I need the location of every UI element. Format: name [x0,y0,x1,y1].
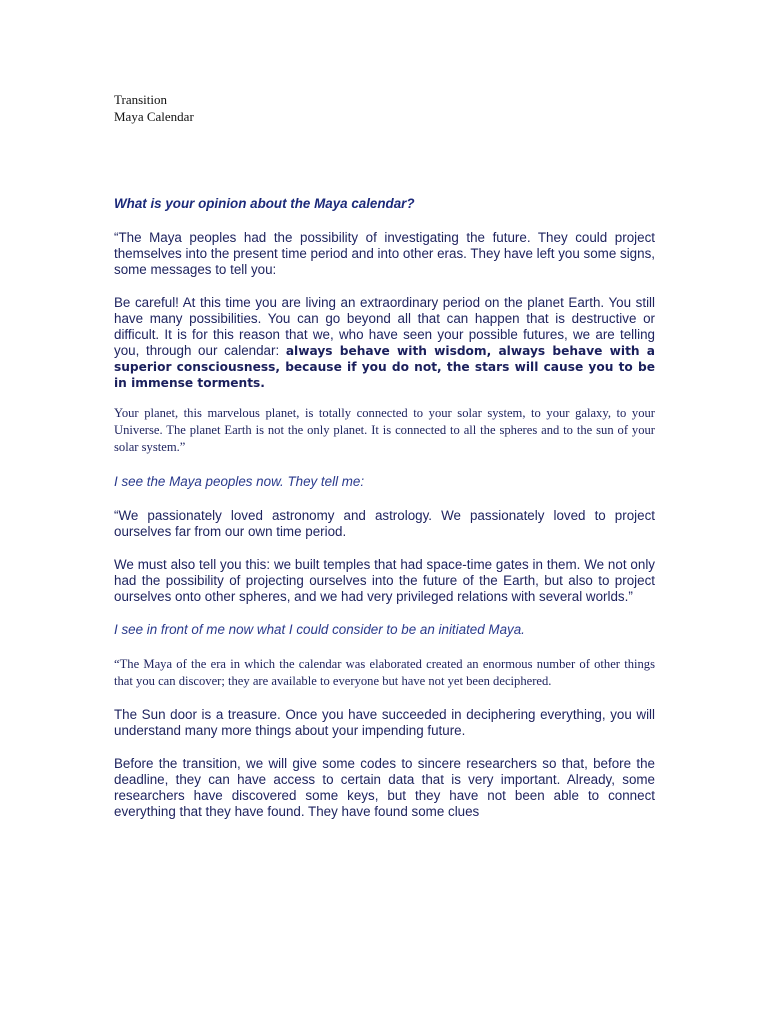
paragraph-2-text: Be careful! At this time you are living an extraordinary period on the planet Earth. You still have many possibilities. You can go beyond all that can happen that is destructive or difficult. It is for this reason that we, who have seen your possible futures, we are telling you, through our calendar: [114,295,655,358]
paragraph-6: We must also tell you this: we built temples that had space-time gates in them. We not only had the possibility of projecting ourselves into the future of the Earth, but also to project ourselves onto other spheres, and we had very privileged relations with several worlds.” [114,557,655,604]
paragraph-7-italic: I see in front of me now what I could consider to be an initiated Maya. [114,622,525,637]
header-title: Transition [114,92,167,107]
paragraph-9: The Sun door is a treasure. Once you have succeeded in deciphering everything, you will understand many more things about your impending future. [114,707,655,738]
paragraph-5: “We passionately loved astronomy and astrology. We passionately loved to project ourselves far from our own time period. [114,508,655,539]
paragraph-2 [114,295,655,391]
document-header [114,91,655,125]
header-subtitle: Maya Calendar [114,109,194,124]
paragraph-3: Your planet, this marvelous planet, is totally connected to your solar system, to your galaxy, to your Universe. The planet Earth is not the only planet. It is connected to all the spheres and to the sun of your solar system.” [114,406,655,454]
question-heading: What is your opinion about the Maya calendar? [114,196,415,211]
paragraph-4-italic: I see the Maya peoples now. They tell me: [114,474,365,489]
paragraph-1: “The Maya peoples had the possibility of investigating the future. They could project themselves into the present time period and into other eras. They have left you some signs, some messages to tell you: [114,230,655,277]
paragraph-10: Before the transition, we will give some codes to sincere researchers so that, before the deadline, they can have access to certain data that is very important. Already, some researchers have discovered some keys, but they have not been able to connect everything that they have found. They have found some clues [114,756,655,819]
paragraph-2-bold: always behave with wisdom, always behave with a superior consciousness, because if you do not, the stars will cause you to be in immense torments. [114,344,655,390]
document-body [114,91,655,836]
paragraph-8: “The Maya of the era in which the calendar was elaborated created an enormous number of other things that you can discover; they are available to everyone but have not yet been deciphered. [114,657,655,688]
